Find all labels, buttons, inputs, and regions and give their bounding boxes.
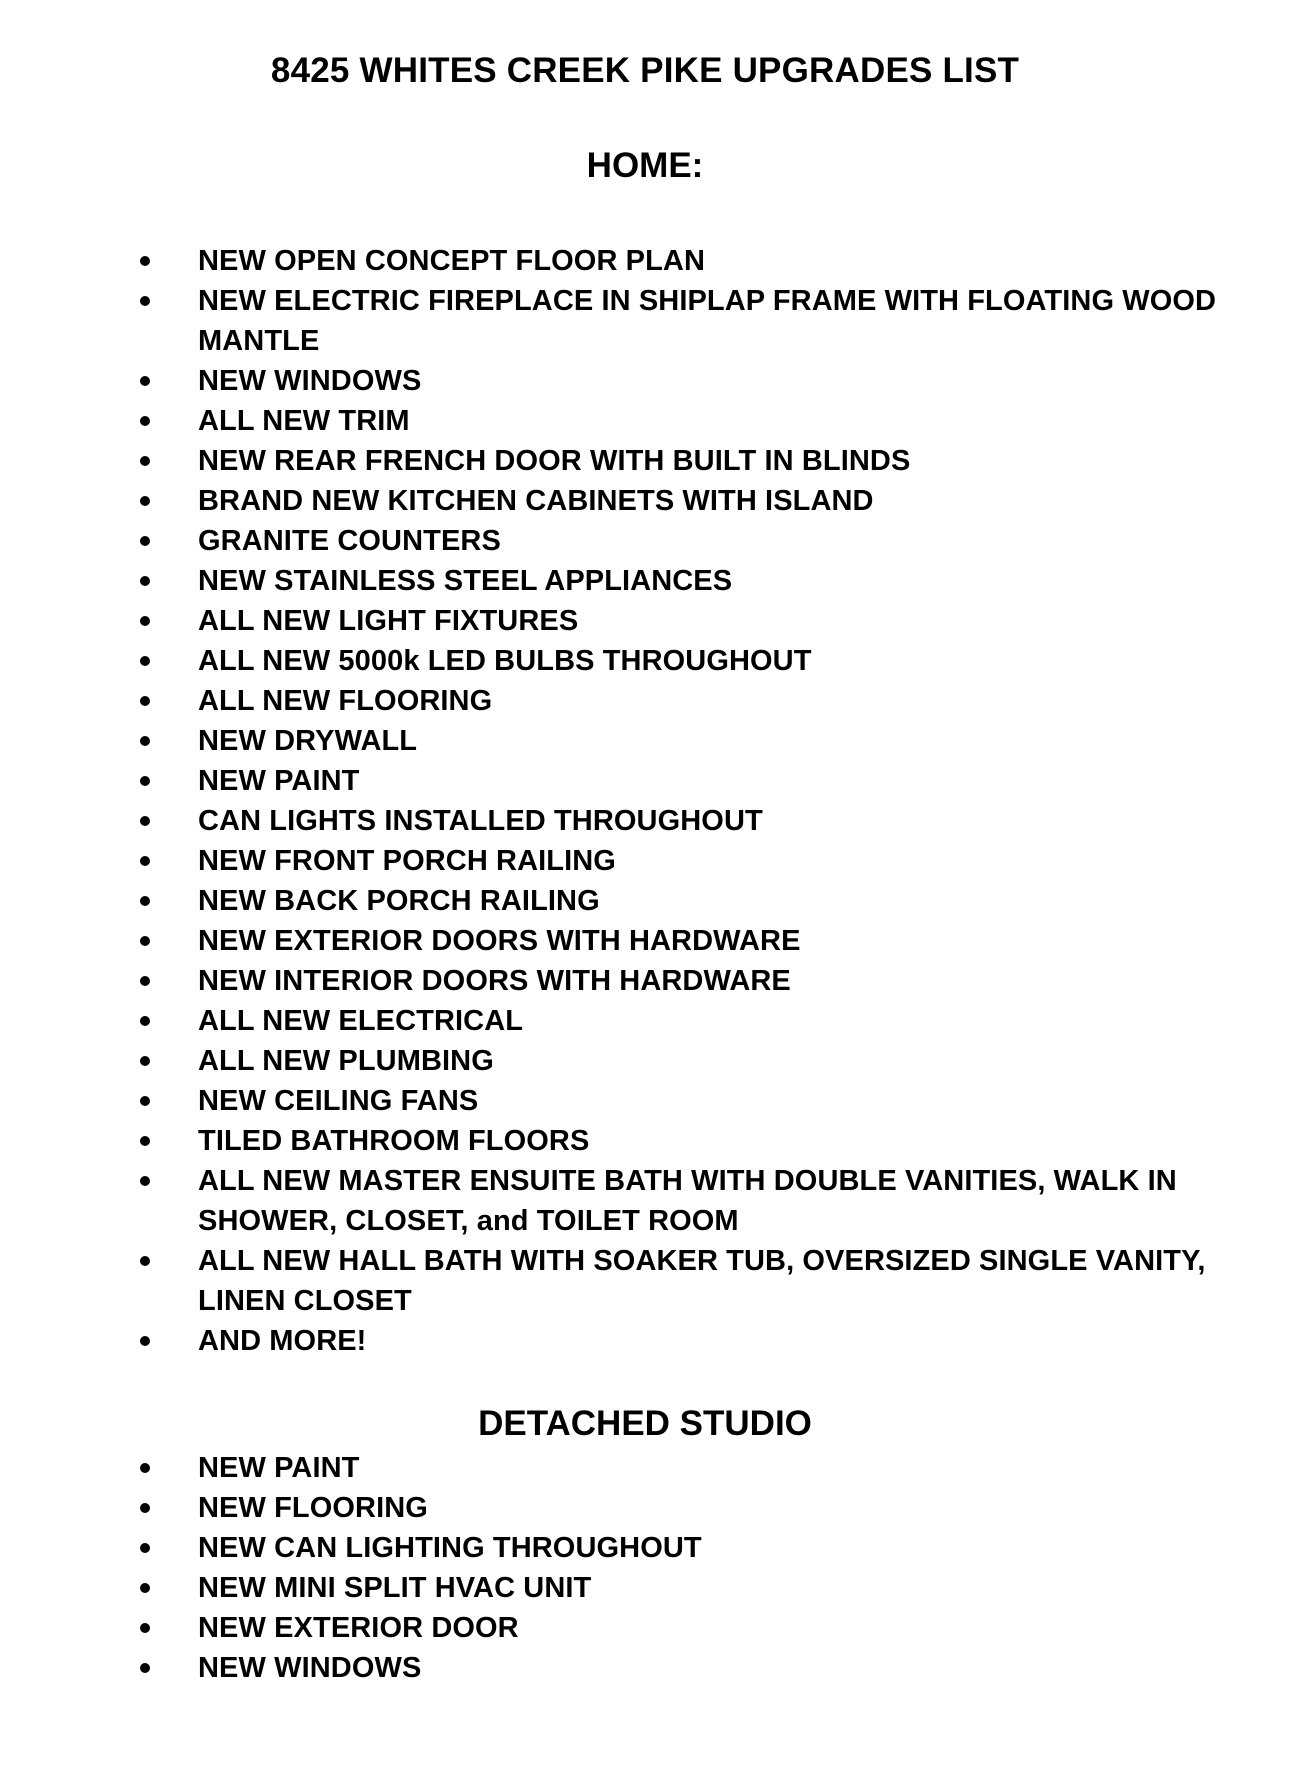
list-item-text: NEW STAINLESS STEEL APPLIANCES	[198, 565, 733, 597]
list-item-text: ALL NEW 5000k LED BULBS THROUGHOUT	[198, 645, 812, 677]
list-item	[0, 801, 1290, 841]
bullet-icon	[140, 1136, 150, 1146]
list-item-text: ALL NEW ELECTRICAL	[198, 1005, 524, 1037]
bullet-icon	[140, 616, 150, 626]
list-item-text: NEW FLOORING	[198, 1492, 428, 1524]
list-item-text: NEW BACK PORCH RAILING	[198, 885, 600, 917]
list-item	[0, 361, 1290, 401]
bullet-icon	[140, 376, 150, 386]
bullet-icon	[140, 576, 150, 586]
list-item-text: CAN LIGHTS INSTALLED THROUGHOUT	[198, 805, 763, 837]
list-item	[0, 1568, 1290, 1608]
list-item-text: NEW EXTERIOR DOORS WITH HARDWARE	[198, 925, 801, 957]
list-item-text: ALL NEW TRIM	[198, 405, 410, 437]
list-item	[0, 1081, 1290, 1121]
list-item	[0, 601, 1290, 641]
list-item	[0, 1448, 1290, 1488]
list-item	[0, 641, 1290, 681]
list-item-text: ALL NEW HALL BATH WITH SOAKER TUB, OVERSIZED SINGLE VANITY, LINEN CLOSET	[198, 1245, 1206, 1317]
list-item	[0, 441, 1290, 481]
home-section-heading: HOME:	[586, 146, 704, 185]
bullet-icon	[140, 1176, 150, 1186]
list-item	[0, 921, 1290, 961]
list-item-text: NEW WINDOWS	[198, 365, 422, 397]
list-item	[0, 521, 1290, 561]
list-item	[0, 1488, 1290, 1528]
bullet-icon	[140, 816, 150, 826]
list-item-text: NEW DRYWALL	[198, 725, 418, 757]
bullet-icon	[140, 1056, 150, 1066]
bullet-icon	[140, 896, 150, 906]
bullet-icon	[140, 256, 150, 266]
document-title: 8425 WHITES CREEK PIKE UPGRADES LIST	[270, 51, 1020, 90]
studio-upgrades-list	[0, 1448, 1290, 1688]
list-item	[0, 401, 1290, 441]
bullet-icon	[140, 416, 150, 426]
bullet-icon	[140, 1543, 150, 1553]
list-item-text: ALL NEW LIGHT FIXTURES	[198, 605, 579, 637]
list-item	[0, 1001, 1290, 1041]
bullet-icon	[140, 936, 150, 946]
bullet-icon	[140, 1623, 150, 1633]
list-item-text: NEW OPEN CONCEPT FLOOR PLAN	[198, 245, 705, 277]
list-item	[0, 721, 1290, 761]
list-item-text: NEW FRONT PORCH RAILING	[198, 845, 616, 877]
list-item-text: ALL NEW FLOORING	[198, 685, 493, 717]
list-item	[0, 1608, 1290, 1648]
bullet-icon	[140, 1463, 150, 1473]
bullet-icon	[140, 856, 150, 866]
bullet-icon	[140, 1336, 150, 1346]
list-item	[0, 561, 1290, 601]
list-item-text: NEW MINI SPLIT HVAC UNIT	[198, 1572, 592, 1604]
studio-section-heading: DETACHED STUDIO	[478, 1404, 812, 1443]
bullet-icon	[140, 1016, 150, 1026]
list-item-text: NEW ELECTRIC FIREPLACE IN SHIPLAP FRAME WITH FLOATING WOOD MANTLE	[198, 285, 1217, 357]
list-item	[0, 761, 1290, 801]
bullet-icon	[140, 776, 150, 786]
bullet-icon	[140, 656, 150, 666]
list-item-text: AND MORE!	[198, 1325, 367, 1357]
list-item-text: TILED BATHROOM FLOORS	[198, 1125, 590, 1157]
list-item-text: BRAND NEW KITCHEN CABINETS WITH ISLAND	[198, 485, 874, 517]
list-item	[0, 241, 1290, 281]
list-item-text: NEW PAINT	[198, 1452, 360, 1484]
list-item	[0, 481, 1290, 521]
list-item	[0, 881, 1290, 921]
list-item-text: NEW CAN LIGHTING THROUGHOUT	[198, 1532, 702, 1564]
list-item	[0, 1121, 1290, 1161]
bullet-icon	[140, 536, 150, 546]
list-item-text: NEW EXTERIOR DOOR	[198, 1612, 519, 1644]
list-item-text: NEW INTERIOR DOORS WITH HARDWARE	[198, 965, 791, 997]
bullet-icon	[140, 456, 150, 466]
list-item-text: NEW CEILING FANS	[198, 1085, 479, 1117]
list-item	[0, 1241, 1290, 1321]
bullet-icon	[140, 1256, 150, 1266]
list-item	[0, 841, 1290, 881]
bullet-icon	[140, 496, 150, 506]
list-item	[0, 1321, 1290, 1361]
bullet-icon	[140, 1503, 150, 1513]
bullet-icon	[140, 976, 150, 986]
home-upgrades-list	[0, 241, 1290, 1361]
list-item-text: GRANITE COUNTERS	[198, 525, 501, 557]
list-item-text: NEW WINDOWS	[198, 1652, 422, 1684]
bullet-icon	[140, 696, 150, 706]
list-item-text: NEW PAINT	[198, 765, 360, 797]
list-item-text: ALL NEW MASTER ENSUITE BATH WITH DOUBLE VANITIES, WALK IN SHOWER, CLOSET, and TOILET ROOM	[198, 1165, 1177, 1237]
list-item	[0, 281, 1290, 361]
bullet-icon	[140, 1663, 150, 1673]
list-item-text: ALL NEW PLUMBING	[198, 1045, 494, 1077]
list-item	[0, 1041, 1290, 1081]
list-item-text: NEW REAR FRENCH DOOR WITH BUILT IN BLINDS	[198, 445, 911, 477]
list-item	[0, 961, 1290, 1001]
list-item	[0, 1161, 1290, 1241]
bullet-icon	[140, 296, 150, 306]
list-item	[0, 1528, 1290, 1568]
bullet-icon	[140, 1583, 150, 1593]
list-item	[0, 681, 1290, 721]
list-item	[0, 1648, 1290, 1688]
bullet-icon	[140, 736, 150, 746]
bullet-icon	[140, 1096, 150, 1106]
